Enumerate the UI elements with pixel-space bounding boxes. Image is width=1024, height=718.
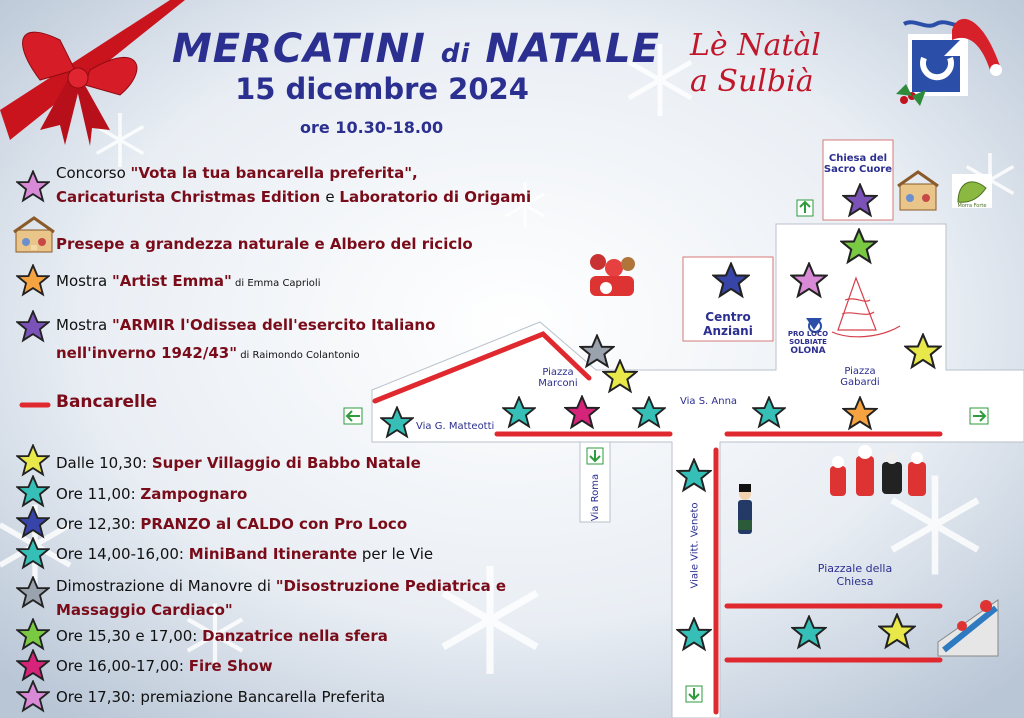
legend-small: di Raimondo Colantonio <box>237 350 360 361</box>
schedule-item: Dimostrazione di Manovre di "Disostruzione Pediatrica e <box>56 577 507 595</box>
schedule-item-line2: Massaggio Cardiaco" <box>56 601 233 619</box>
bagpiper-icon <box>738 484 752 534</box>
legend-bold: "ARMIR l'Odissea dell'esercito Italiano <box>111 316 436 334</box>
via-matteotti-label: Via G. Matteotti <box>416 421 495 432</box>
via-sanna-label: Via S. Anna <box>680 396 738 407</box>
event-hours: ore 10.30-18.00 <box>300 118 444 137</box>
legend-bold: "Artist Emma" <box>111 272 232 290</box>
legend-bold: "Vota la tua bancarella preferita", <box>130 164 418 182</box>
legend-text: Concorso <box>56 164 131 182</box>
legend-bold: Laboratorio di Origami <box>339 188 532 206</box>
legend-armir-line2 <box>56 344 360 362</box>
title-word-mercatini: MERCATINI <box>172 26 426 72</box>
title-word-natale: NATALE <box>485 26 660 72</box>
piazzale-chiesa-label: Piazzale della Chiesa <box>817 562 893 588</box>
legend-text: e <box>325 188 340 206</box>
green-logo-label: Morra Forte <box>957 203 987 209</box>
schedule-item: Ore 12,30: PRANZO al CALDO con Pro Loco <box>56 515 408 533</box>
title-word-di: di <box>440 39 471 69</box>
legend-presepe <box>56 235 473 253</box>
legend-text: Mostra <box>56 316 112 334</box>
brand-line-1: Lè Natàl <box>690 28 821 63</box>
piazza-marconi-label: Piazza Marconi <box>538 367 578 389</box>
page-title <box>172 26 660 72</box>
schedule-item: Ore 17,30: premiazione Bancarella Preferita <box>56 688 386 706</box>
legend-text: Mostra <box>56 272 112 290</box>
legend-bold: nell'inverno 1942/43" <box>56 344 238 362</box>
piazza-gabardi-label: Piazza Gabardi <box>840 366 880 388</box>
schedule-item: Ore 15,30 e 17,00: Danzatrice nella sfera <box>56 627 388 645</box>
legend-small: di Emma Caprioli <box>231 278 321 289</box>
via-roma-label: Via Roma <box>590 473 602 522</box>
bancarelle-label: Bancarelle <box>56 392 158 412</box>
legend-caricaturista <box>56 188 531 206</box>
legend-bold: Presepe a grandezza naturale e Albero del riciclo <box>56 235 473 253</box>
schedule-item: Dalle 10,30: Super Villaggio di Babbo Natale <box>56 454 421 472</box>
legend-concorso <box>56 164 418 182</box>
schedule-item: Ore 16,00-17,00: Fire Show <box>56 657 273 675</box>
viale-veneto-label: Viale Vitt. Veneto <box>689 502 701 589</box>
legend-armir <box>56 316 435 334</box>
proloco-label: PRO LOCO SOLBIATE OLONA <box>787 330 829 356</box>
centro-anziani-label: Centro Anziani <box>703 310 753 338</box>
schedule-item: Ore 11,00: Zampognaro <box>56 485 248 503</box>
schedule-item: Ore 14,00-16,00: MiniBand Itinerante per le Vie <box>56 545 434 563</box>
brand-script <box>690 28 900 100</box>
brand-line-2: a Sulbià <box>690 64 814 99</box>
legend-bold: Caricaturista Christmas Edition <box>56 188 326 206</box>
legend-artist-emma <box>56 272 320 290</box>
event-date: 15 dicembre 2024 <box>235 72 529 106</box>
church-label: Chiesa del Sacro Cuore <box>823 153 893 175</box>
